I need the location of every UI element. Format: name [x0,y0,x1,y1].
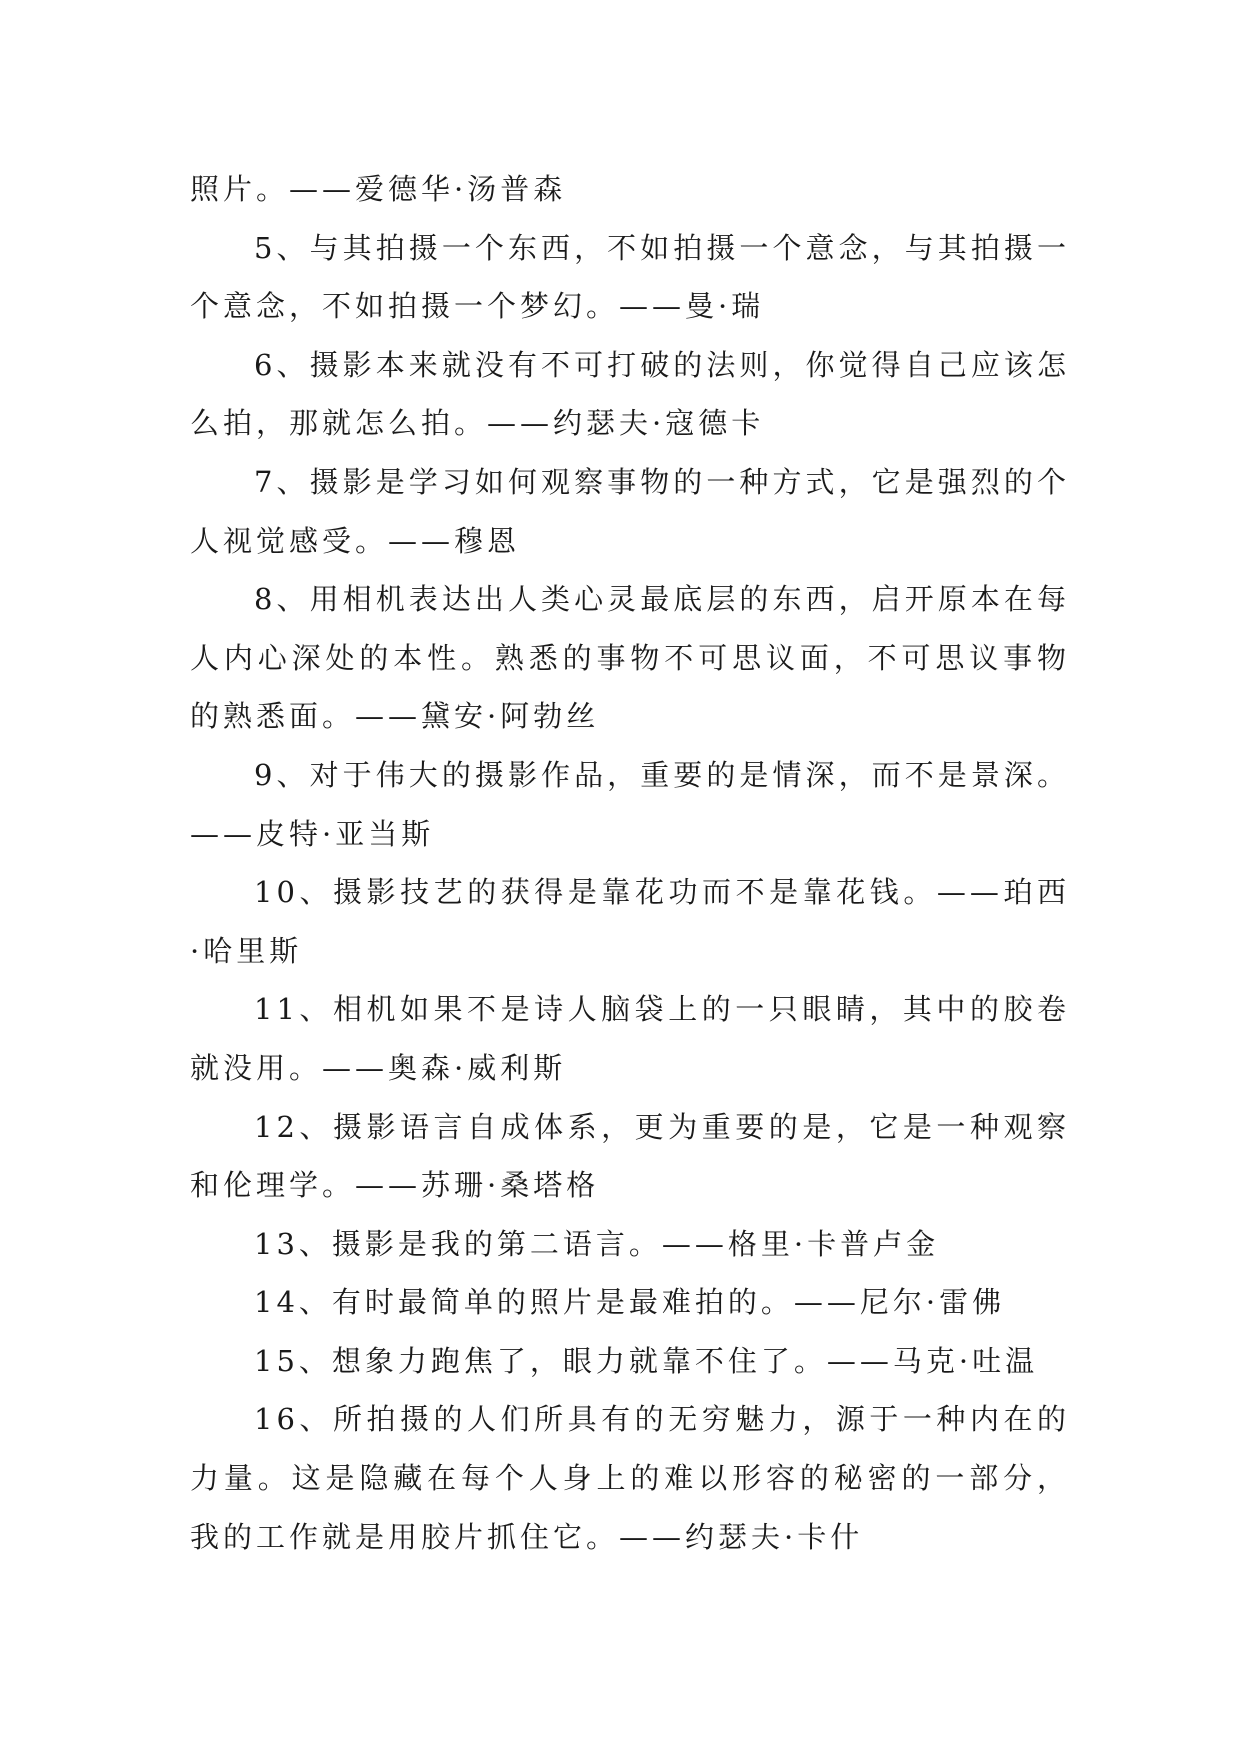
paragraph-continuation: 照片。——爱德华·汤普森 [190,172,567,206]
quote-item-6: 6、摄影本来就没有不可打破的法则，你觉得自己应该怎么拍，那就怎么拍。——约瑟夫·寇德卡 [190,347,1070,441]
quote-item-12: 12、摄影语言自成体系，更为重要的是，它是一种观察和伦理学。——苏珊·桑塔格 [190,1109,1070,1203]
quote-item-10: 10、摄影技艺的获得是靠花功而不是靠花钱。——珀西·哈里斯 [190,875,1070,968]
quote-item-14: 14、有时最简单的照片是最难拍的。——尼尔·雷佛 [254,1285,1006,1320]
quote-item-5: 5、与其拍摄一个东西，不如拍摄一个意念，与其拍摄一个意念，不如拍摄一个梦幻。——曼·瑞 [190,230,1070,324]
quote-item-7: 7、摄影是学习如何观察事物的一种方式，它是强烈的个人视觉感受。——穆恩 [190,464,1070,558]
quote-item-8: 8、用相机表达出人类心灵最底层的东西，启开原本在每人内心深处的本性。熟悉的事物不可思议面，不可思议事物的熟悉面。——黛安·阿勃丝 [190,582,1070,734]
quote-item-16: 16、所拍摄的人们所具有的无穷魅力，源于一种内在的力量。这是隐藏在每个人身上的难以形容的秘密的一部分，我的工作就是用胶片抓住它。——约瑟夫·卡什 [190,1402,1070,1554]
quote-item-9: 9、对于伟大的摄影作品，重要的是情深，而不是景深。——皮特·亚当斯 [190,757,1070,851]
quote-item-13: 13、摄影是我的第二语言。——格里·卡普卢金 [254,1226,940,1261]
quote-list [190,160,1070,1566]
quote-item-11: 11、相机如果不是诗人脑袋上的一只眼睛，其中的胶卷就没用。——奥森·威利斯 [190,992,1070,1085]
quote-item-15: 15、想象力跑焦了，眼力就靠不住了。——马克·吐温 [254,1343,1039,1378]
